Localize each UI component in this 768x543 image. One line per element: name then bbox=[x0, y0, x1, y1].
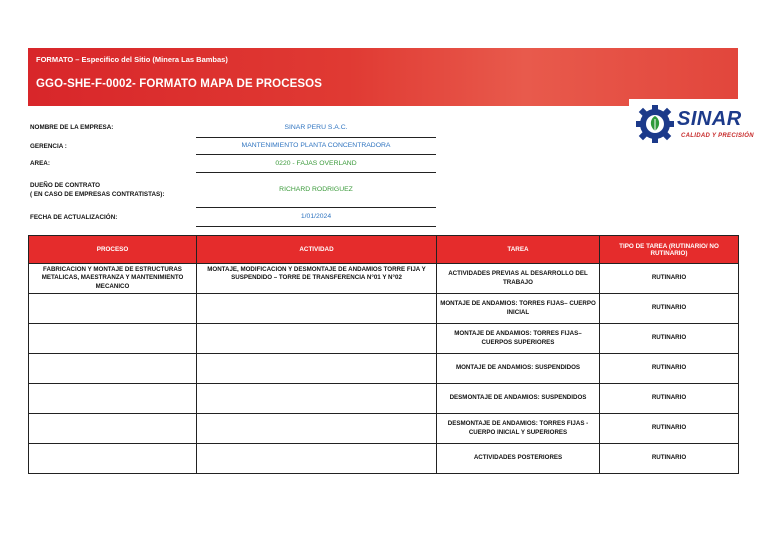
fecha-underline bbox=[196, 226, 436, 227]
cell-actividad: MONTAJE, MODIFICACION Y DESMONTAJE DE ANDAMIOS TORRE FIJA Y SUSPENDIDO – TORRE DE TRANSFERENCIA N°01 Y N°02 bbox=[197, 264, 437, 294]
table-row bbox=[29, 264, 739, 294]
table-row bbox=[29, 414, 739, 444]
table-row bbox=[29, 354, 739, 384]
cell-tipo: RUTINARIO bbox=[600, 264, 739, 294]
cell-tarea: DESMONTAJE DE ANDAMIOS: TORRES FIJAS - CUERPO INICIAL Y SUPERIORES bbox=[437, 414, 600, 444]
fecha-label: FECHA DE ACTUALIZACIÓN: bbox=[30, 214, 118, 221]
gear-logo-icon bbox=[635, 104, 675, 144]
area-underline bbox=[196, 172, 436, 173]
logo-tagline: CALIDAD Y PRECISIÓN bbox=[681, 133, 754, 139]
header-tarea: TAREA bbox=[437, 236, 600, 264]
cell-tipo: RUTINARIO bbox=[600, 414, 739, 444]
cell-actividad bbox=[197, 324, 437, 354]
process-map-table bbox=[28, 235, 739, 474]
area-label: AREA: bbox=[30, 160, 50, 167]
cell-tipo: RUTINARIO bbox=[600, 324, 739, 354]
empresa-underline bbox=[196, 137, 436, 138]
cell-proceso: FABRICACION Y MONTAJE DE ESTRUCTURAS METALICAS, MAESTRANZA Y MANTENIMIENTO MECANICO bbox=[29, 264, 197, 294]
dueno-underline bbox=[196, 207, 436, 208]
table-row bbox=[29, 444, 739, 474]
table-row bbox=[29, 324, 739, 354]
dueno-label-1: DUEÑO DE CONTRATO bbox=[30, 182, 101, 189]
cell-tipo: RUTINARIO bbox=[600, 384, 739, 414]
table-row bbox=[29, 294, 739, 324]
cell-tarea: ACTIVIDADES POSTERIORES bbox=[437, 444, 600, 474]
fecha-value: 1/01/2024 bbox=[300, 213, 332, 220]
empresa-value: SINAR PERU S.A.C. bbox=[284, 124, 348, 131]
cell-proceso bbox=[29, 324, 197, 354]
header-proceso: PROCESO bbox=[29, 236, 197, 264]
cell-actividad bbox=[197, 444, 437, 474]
cell-tipo: RUTINARIO bbox=[600, 354, 739, 384]
cell-tarea: MONTAJE DE ANDAMIOS: SUSPENDIDOS bbox=[437, 354, 600, 384]
cell-actividad bbox=[197, 384, 437, 414]
area-value: 0220 - FAJAS OVERLAND bbox=[275, 160, 357, 167]
cell-tarea: MONTAJE DE ANDAMIOS: TORRES FIJAS– CUERPO INICIAL bbox=[437, 294, 600, 324]
company-logo bbox=[629, 99, 762, 151]
header-tipo: TIPO DE TAREA (RUTINARIO/ NO RUTINARIO) bbox=[600, 236, 739, 264]
header-actividad: ACTIVIDAD bbox=[197, 236, 437, 264]
table-header-row bbox=[29, 236, 739, 264]
cell-proceso bbox=[29, 384, 197, 414]
cell-actividad bbox=[197, 294, 437, 324]
cell-tipo: RUTINARIO bbox=[600, 294, 739, 324]
cell-tarea: MONTAJE DE ANDAMIOS: TORRES FIJAS– CUERPOS SUPERIORES bbox=[437, 324, 600, 354]
dueno-value: RICHARD RODRIGUEZ bbox=[279, 186, 353, 193]
table-row bbox=[29, 384, 739, 414]
empresa-label: NOMBRE DE LA EMPRESA: bbox=[30, 124, 114, 131]
cell-tarea: DESMONTAJE DE ANDAMIOS: SUSPENDIDOS bbox=[437, 384, 600, 414]
gerencia-underline bbox=[196, 154, 436, 155]
cell-actividad bbox=[197, 414, 437, 444]
logo-brand-text: SINAR bbox=[677, 108, 742, 130]
cell-tipo: RUTINARIO bbox=[600, 444, 739, 474]
cell-proceso bbox=[29, 444, 197, 474]
gerencia-value: MANTENIMIENTO PLANTA CONCENTRADORA bbox=[241, 142, 391, 149]
document-title: GGO-SHE-F-0002- FORMATO MAPA DE PROCESOS bbox=[36, 78, 322, 90]
cell-proceso bbox=[29, 414, 197, 444]
dueno-label-2: ( EN CASO DE EMPRESAS CONTRATISTAS): bbox=[30, 191, 165, 198]
cell-tarea: ACTIVIDADES PREVIAS AL DESARROLLO DEL TRABAJO bbox=[437, 264, 600, 294]
document-subtitle: FORMATO – Especifico del Sitio (Minera Las Bambas) bbox=[36, 55, 228, 64]
cell-actividad bbox=[197, 354, 437, 384]
cell-proceso bbox=[29, 294, 197, 324]
gerencia-label: GERENCIA : bbox=[30, 143, 67, 150]
cell-proceso bbox=[29, 354, 197, 384]
